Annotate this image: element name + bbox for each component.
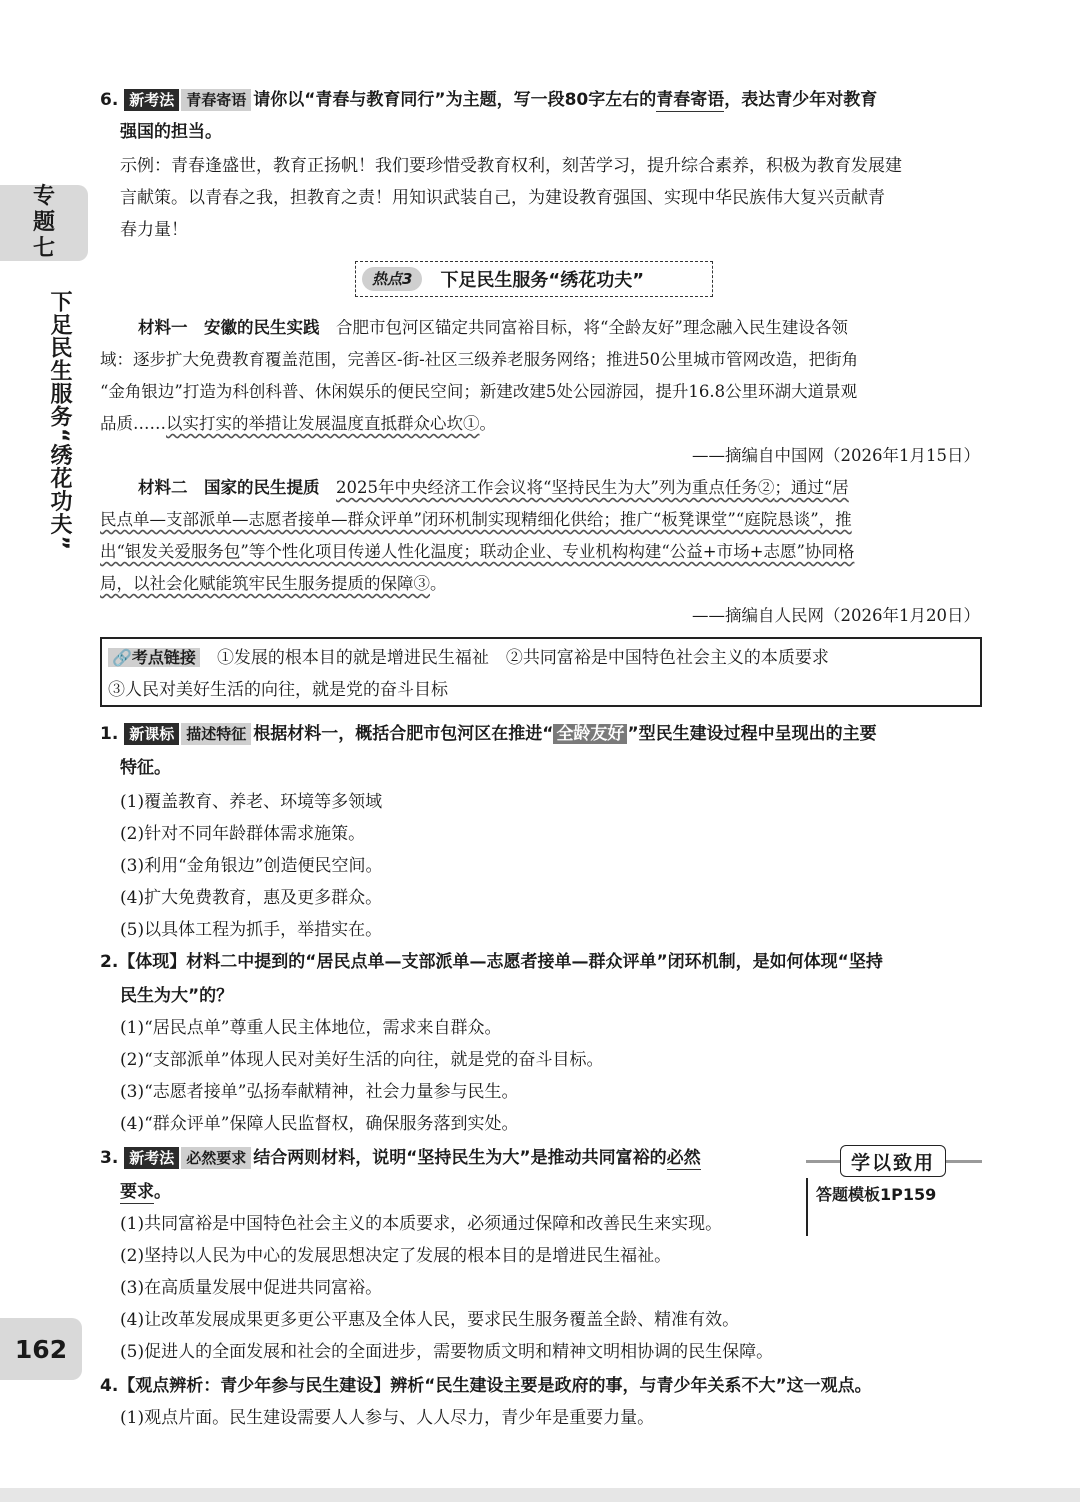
material1-heading: 材料一 安徽的民生实践: [138, 318, 320, 337]
answer-6-line3: 春力量！: [120, 220, 188, 240]
answer-1-2: (2)针对不同年龄群体需求施策。: [120, 824, 366, 844]
material1-source: ——摘编自中国网（2026年1月15日）: [692, 446, 980, 465]
link-icon: 🔗: [112, 648, 132, 667]
answer-3-4: (4)让改革发展成果更多更公平惠及全体人民，要求民生服务覆盖全龄、精准有效。: [120, 1310, 740, 1330]
answer-2-1: (1)“居民点单”尊重人民主体地位，需求来自群众。: [120, 1018, 502, 1038]
material2-line4: [100, 570, 447, 598]
material2-wavy: ；通过“居: [774, 478, 849, 497]
answer-3-2: (2)坚持以人民为中心的发展思想决定了发展的根本目的是增进民生福祉。: [120, 1246, 672, 1266]
question-1: [100, 720, 877, 748]
answer-3-1: (1)共同富裕是中国特色社会主义的本质要求，必须通过保障和改善民生来实现。: [120, 1214, 723, 1234]
q-underlined: 要求: [120, 1182, 154, 1202]
q-text: ，表达青少年对教育: [724, 90, 878, 110]
question-3-line2: [120, 1178, 171, 1206]
material2-wavy: 局，以社会化赋能筑牢民生服务提质的保障③: [100, 574, 430, 593]
q-text: 【观点辨析：青少年参与民生建设】辨析“民生建设主要是政府的事，与青少年关系不大”这一观点。: [118, 1376, 872, 1396]
material1-text: 合肥市包河区锚定共同富裕目标，将“全龄友好”理念融入民生建设各领: [336, 318, 848, 337]
material1-line1: [138, 314, 848, 342]
apply-divider: [806, 1178, 808, 1236]
tag-describe: 描述特征: [181, 723, 251, 745]
tag-new-method: 新考法: [124, 89, 179, 111]
q-number: 1.: [100, 724, 119, 744]
q-number: 4.: [100, 1376, 119, 1396]
question-6-line2: 强国的担当。: [120, 122, 222, 142]
material1-text: 品质……: [100, 414, 166, 433]
material2-text: 。: [430, 574, 447, 593]
topic-char: 题: [32, 210, 55, 235]
topic-char: 专: [32, 184, 55, 209]
answer-1-3: (3)利用“金角银边”创造便民空间。: [120, 856, 383, 876]
question-1-line2: 特征。: [120, 758, 171, 778]
apply-template-ref[interactable]: 答题模板1P159: [816, 1185, 937, 1204]
topic-tab: [0, 185, 88, 261]
material2-source: ——摘编自人民网（2026年1月20日）: [692, 606, 980, 625]
answer-4-1: (1)观点片面。民生建设需要人人参与、人人尽力，青少年是重要力量。: [120, 1408, 655, 1428]
hotspot-badge: 热点3: [362, 267, 422, 291]
answer-6-line1: 示例：青春逢盛世，教育正扬帆！我们要珍惜受教育权利，刻苦学习，提升综合素养，积极为教育发展建: [120, 156, 902, 176]
answer-6-line2: 言献策。以青春之我，担教育之责！用知识武装自己，为建设教育强国、实现中华民族伟大复兴贡献青: [120, 188, 885, 208]
material1-line2: 域：逐步扩大免费教育覆盖范围，完善区-街-社区三级养老服务网络；推进50公里城市管网改造，把街角: [100, 350, 859, 369]
hotspot-title: 下足民生服务“绣花功夫”: [440, 270, 645, 291]
material1-wavy: 以实打实的举措让发展温度直抵群众心坎①: [166, 414, 480, 433]
question-2: [100, 948, 883, 976]
answer-2-3: (3)“志愿者接单”弘扬奉献精神，社会力量参与民生。: [120, 1082, 519, 1102]
material2-line3: 出“银发关爱服务包”等个性化项目传递人性化温度；联动企业、专业机构构建“公益+市场+志愿”协同格: [100, 542, 855, 561]
tag-new-standard: 新课标: [124, 723, 179, 745]
question-2-line2: 民生为大”的？: [120, 986, 234, 1006]
material1-line4: [100, 410, 496, 438]
bottom-band: [0, 1488, 1080, 1502]
chapter-vertical-title: 下足民生服务“绣花功夫”: [47, 290, 72, 551]
q-text: ”型民生建设过程中呈现出的主要: [627, 724, 877, 744]
answer-1-1: (1)覆盖教育、养老、环境等多领域: [120, 792, 383, 812]
material2-line1: [138, 474, 849, 502]
answer-3-5: (5)促进人的全面发展和社会的全面进步，需要物质文明和精神文明相协调的民生保障。: [120, 1342, 774, 1362]
link-line1: [108, 644, 829, 672]
apply-title: 学以致用: [840, 1145, 946, 1177]
answer-2-2: (2)“支部派单”体现人民对美好生活的向往，就是党的奋斗目标。: [120, 1050, 604, 1070]
q-underlined: 青春寄语: [656, 90, 725, 110]
link-tag-label: 考点链接: [131, 648, 196, 667]
answer-1-4: (4)扩大免费教育，惠及更多群众。: [120, 888, 383, 908]
answer-1-5: (5)以具体工程为抓手，举措实在。: [120, 920, 383, 940]
material2-line2: 民点单—支部派单—志愿者接单—群众评单”闭环机制实现精细化供给；推广“板凳课堂”“庭院恳谈”，推: [100, 510, 852, 529]
hotspot-title-box: [355, 261, 713, 297]
q-underlined: 必然: [666, 1148, 701, 1168]
material1-line3: “金角银边”打造为科创科普、休闲娱乐的便民空间；新建改建5处公园游园，提升16.8公里环湖大道景观: [100, 382, 858, 401]
q-text: 根据材料一，概括合肥市包河区在推进“: [253, 724, 554, 744]
answer-2-4: (4)“群众评单”保障人民监督权，确保服务落到实处。: [120, 1114, 519, 1134]
apply-box: [806, 1144, 982, 1236]
answer-3-3: (3)在高质量发展中促进共同富裕。: [120, 1278, 383, 1298]
q-text: 【体现】材料二中提到的“居民点单—支部派单—志愿者接单—群众评单”闭环机制，是如何体现“坚持: [118, 952, 883, 972]
q-number: 2.: [100, 952, 119, 972]
material2-wavy: 2025年中央经济工作会议将“坚持民生为大”列为重点任务②: [336, 478, 775, 497]
tag-requirement: 必然要求: [181, 1147, 251, 1169]
q-number: 3.: [100, 1148, 119, 1168]
tag-new-method: 新考法: [124, 1147, 179, 1169]
question-4: [100, 1372, 872, 1400]
material1-text: 。: [479, 414, 496, 433]
material2-heading: 材料二 国家的民生提质: [138, 478, 320, 497]
question-3: [100, 1144, 701, 1172]
q-highlight: 全龄友好: [553, 724, 627, 744]
link-text: ①发展的根本目的就是增进民生福祉 ②共同富裕是中国特色社会主义的本质要求: [216, 648, 829, 668]
q-text: 结合两则材料，说明“坚持民生为大”是推动共同富裕的: [253, 1148, 667, 1168]
tag-youth-message: 青春寄语: [181, 89, 251, 111]
q-number: 6.: [100, 90, 119, 110]
link-line2: ③人民对美好生活的向往，就是党的奋斗目标: [108, 680, 448, 700]
topic-char: 七: [32, 236, 55, 261]
page-number: 162: [0, 1318, 82, 1380]
question-6: [100, 86, 877, 114]
q-text: 。: [154, 1182, 171, 1202]
q-text: 请你以“青春与教育同行”为主题，写一段80字左右的: [253, 90, 657, 110]
link-tag: [108, 648, 200, 667]
